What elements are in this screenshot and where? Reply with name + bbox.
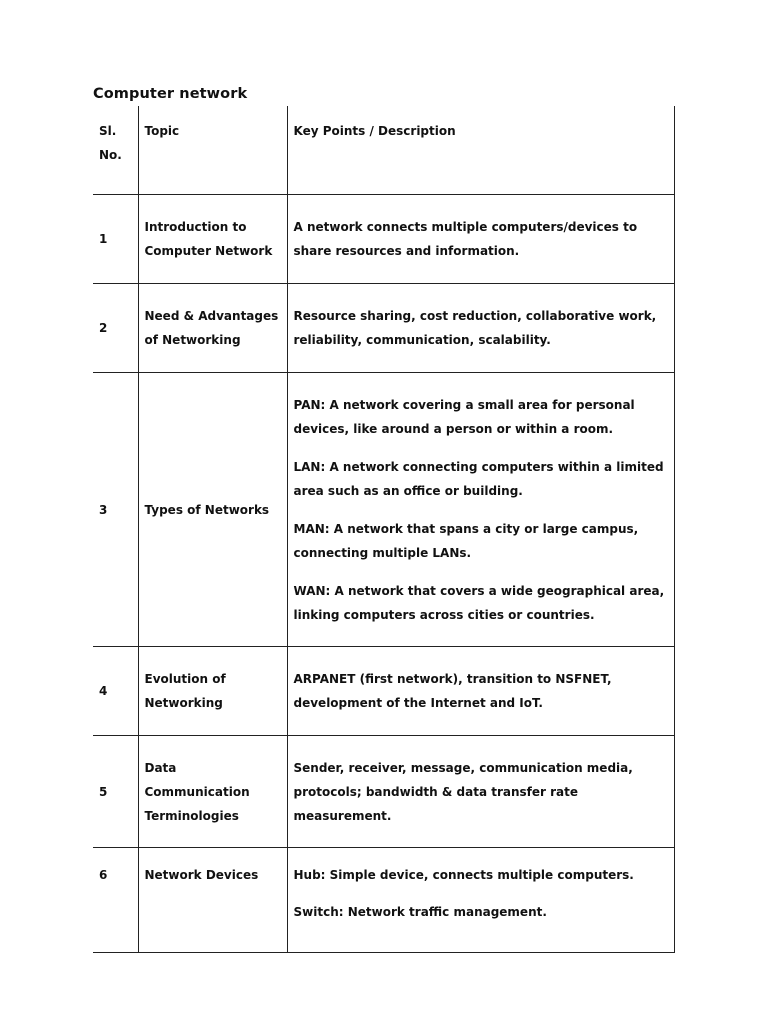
row-number: 6 [93, 848, 138, 953]
table-row [93, 736, 675, 848]
row-description [287, 736, 675, 848]
row-topic: Evolution of Networking [138, 647, 287, 736]
header-cell-topic: Topic [138, 106, 287, 195]
table-row [93, 373, 675, 647]
header-cell-number: Sl. No. [93, 106, 138, 195]
description-text: A network connects multiple computers/devices to share resources and information. [293, 220, 638, 258]
description-text-pan: PAN: A network covering a small area for personal devices, like around a person or within a room. [293, 397, 635, 436]
description-text: Sender, receiver, message, communication media, protocols; bandwidth & data transfer rate measurement. [293, 760, 633, 823]
topics-table [93, 106, 675, 953]
row-description [287, 848, 675, 953]
row-topic: Network Devices [138, 848, 287, 953]
table-header-row [93, 106, 675, 195]
row-number: 2 [93, 284, 138, 373]
table-row [93, 195, 675, 284]
description-text-switch: Switch: Network traffic management. [293, 905, 547, 919]
table-row [93, 848, 675, 953]
row-topic: Data Communication Terminologies [138, 736, 287, 848]
description-text: ARPANET (first network), transition to NSFNET, development of the Internet and IoT. [293, 672, 612, 710]
row-description [287, 284, 675, 373]
description-text-man: MAN: A network that spans a city or large campus, connecting multiple LANs. [293, 521, 639, 560]
row-description [287, 647, 675, 736]
header-cell-description: Key Points / Description [287, 106, 675, 195]
description-text-wan: WAN: A network that covers a wide geographical area, linking computers across cities or countries. [293, 583, 665, 622]
row-number: 5 [93, 736, 138, 848]
description-text-lan: LAN: A network connecting computers within a limited area such as an office or building. [293, 459, 664, 498]
row-description [287, 373, 675, 647]
row-number: 3 [93, 373, 138, 647]
page-title: Computer network [93, 86, 248, 102]
table-row [93, 284, 675, 373]
description-text: Resource sharing, cost reduction, collaborative work, reliability, communication, scalability. [293, 309, 657, 347]
row-topic: Need & Advantages of Networking [138, 284, 287, 373]
row-topic: Types of Networks [138, 373, 287, 647]
row-number: 4 [93, 647, 138, 736]
table-row [93, 647, 675, 736]
description-text-hub: Hub: Simple device, connects multiple computers. [293, 868, 634, 882]
row-number: 1 [93, 195, 138, 284]
row-description [287, 195, 675, 284]
row-topic: Introduction to Computer Network [138, 195, 287, 284]
